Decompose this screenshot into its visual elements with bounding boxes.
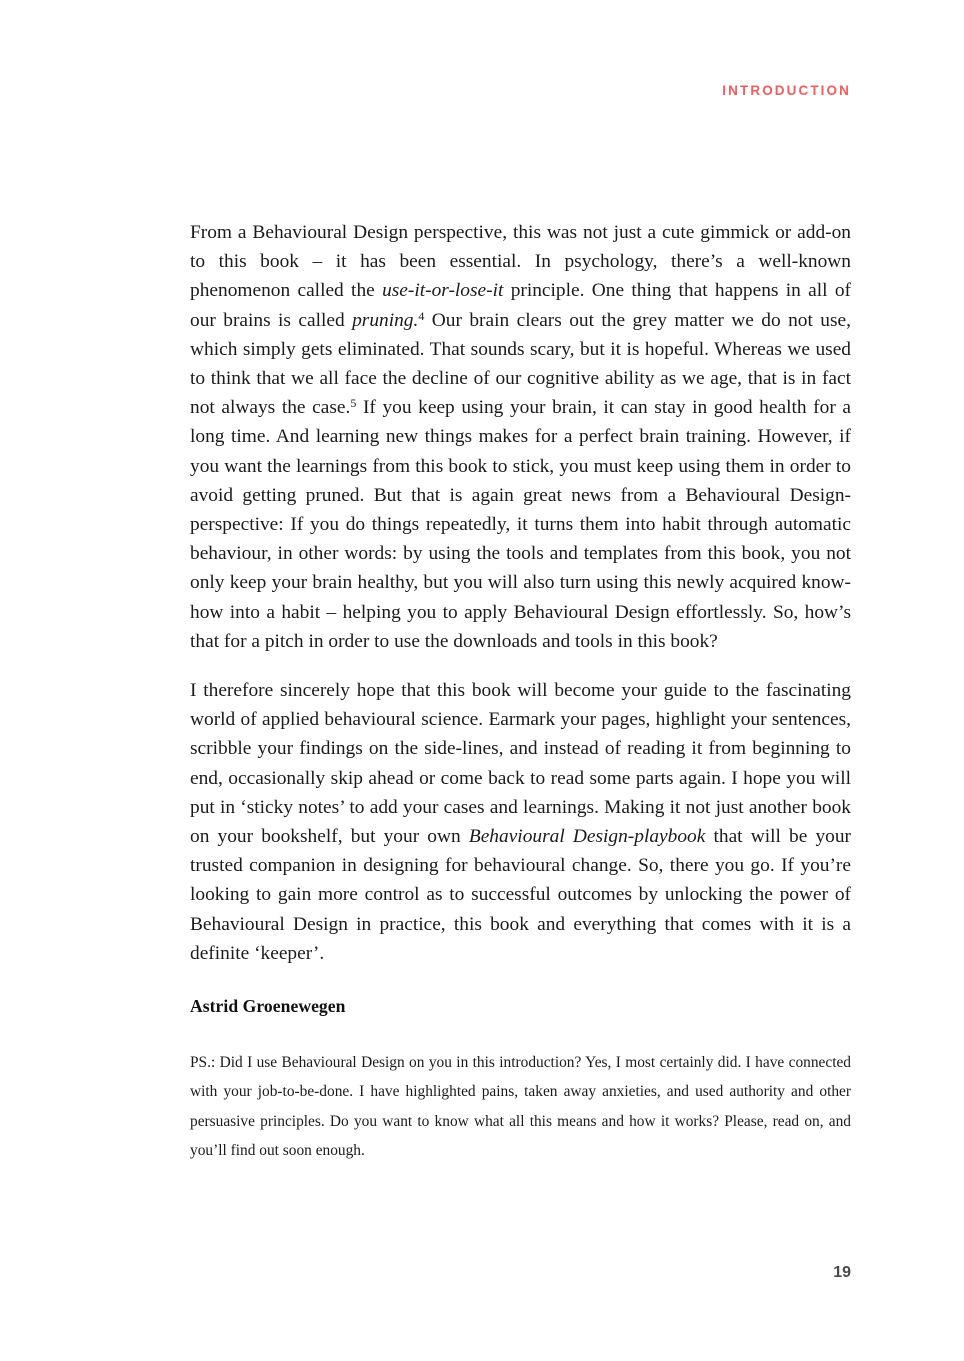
paragraph-2: [190, 676, 851, 968]
running-head: INTRODUCTION: [722, 83, 851, 98]
paragraph-1: [190, 218, 851, 656]
paragraph-1-segment-4: If you keep using your brain, it can stay in good health for a long time. And learning new things makes for a perfect brain training. However, if you want the learnings from this book to stick, you must keep using them in order to avoid getting pruned. But that is again great news from a Behavioural Design-perspective: If you do things repeatedly, it turns them into habit through automatic behaviour, in other words: by using the tools and templates from this book, you not only keep your brain healthy, but you will also turn using this newly acquired know-how into a habit – helping you to apply Behavioural Design effortlessly. So, how’s that for a pitch in order to use the downloads and tools in this book?: [190, 397, 851, 652]
paragraph-2-segment-1: I therefore sincerely hope that this book will become your guide to the fascinating world of applied behavioural science. Earmark your pages, highlight your sentences, scribble your findings on the side-lines, and instead of reading it from beginning to end, occasionally skip ahead or come back to read some parts again. I hope you will put in ‘sticky notes’ to add your cases and learnings. Making it not just another book on your bookshelf, but your own: [190, 680, 851, 848]
footnote-marker-4: 4: [418, 308, 425, 323]
page-number: 19: [833, 1264, 851, 1281]
paragraph-1-segment-2: principle. One thing that happens in all of our brains is called: [190, 280, 851, 331]
paragraph-1-segment-3: Our brain clears out the grey matter we do not use, which simply gets eliminated. That sounds scary, but it is hopeful. Whereas we used to think that we all face the decline of our cognitive ability as we age, that is in fact not always the case.: [190, 309, 851, 419]
footnote-marker-5: 5: [350, 395, 357, 410]
term-use-it-or-lose-it: use-it-or-lose-it: [382, 280, 504, 302]
term-behavioural-design-playbook: Behavioural Design-playbook: [468, 826, 706, 848]
text-column: [190, 218, 851, 1166]
postscript-paragraph: PS.: Did I use Behavioural Design on you in this introduction? Yes, I most certainly did. I have connected with your job-to-be-done. I have highlighted pains, taken away anxieties, and used authority and other persuasive principles. Do you want to know what all this means and how it works? Please, read on, and you’ll find out soon enough.: [190, 1054, 851, 1160]
paragraph-2-segment-2: that will be your trusted companion in designing for behavioural change. So, there you go. If you’re looking to gain more control as to successful outcomes by unlocking the power of Behavioural Design in practice, this book and everything that comes with it is a definite ‘keeper’.: [190, 826, 852, 964]
term-pruning: pruning.: [352, 309, 419, 331]
paragraph-1-segment-1: From a Behavioural Design perspective, this was not just a cute gimmick or add-on to this book – it has been essential. In psychology, there’s a well-known phenomenon called the: [190, 222, 851, 302]
author-signature: Astrid Groenewegen: [190, 996, 346, 1017]
